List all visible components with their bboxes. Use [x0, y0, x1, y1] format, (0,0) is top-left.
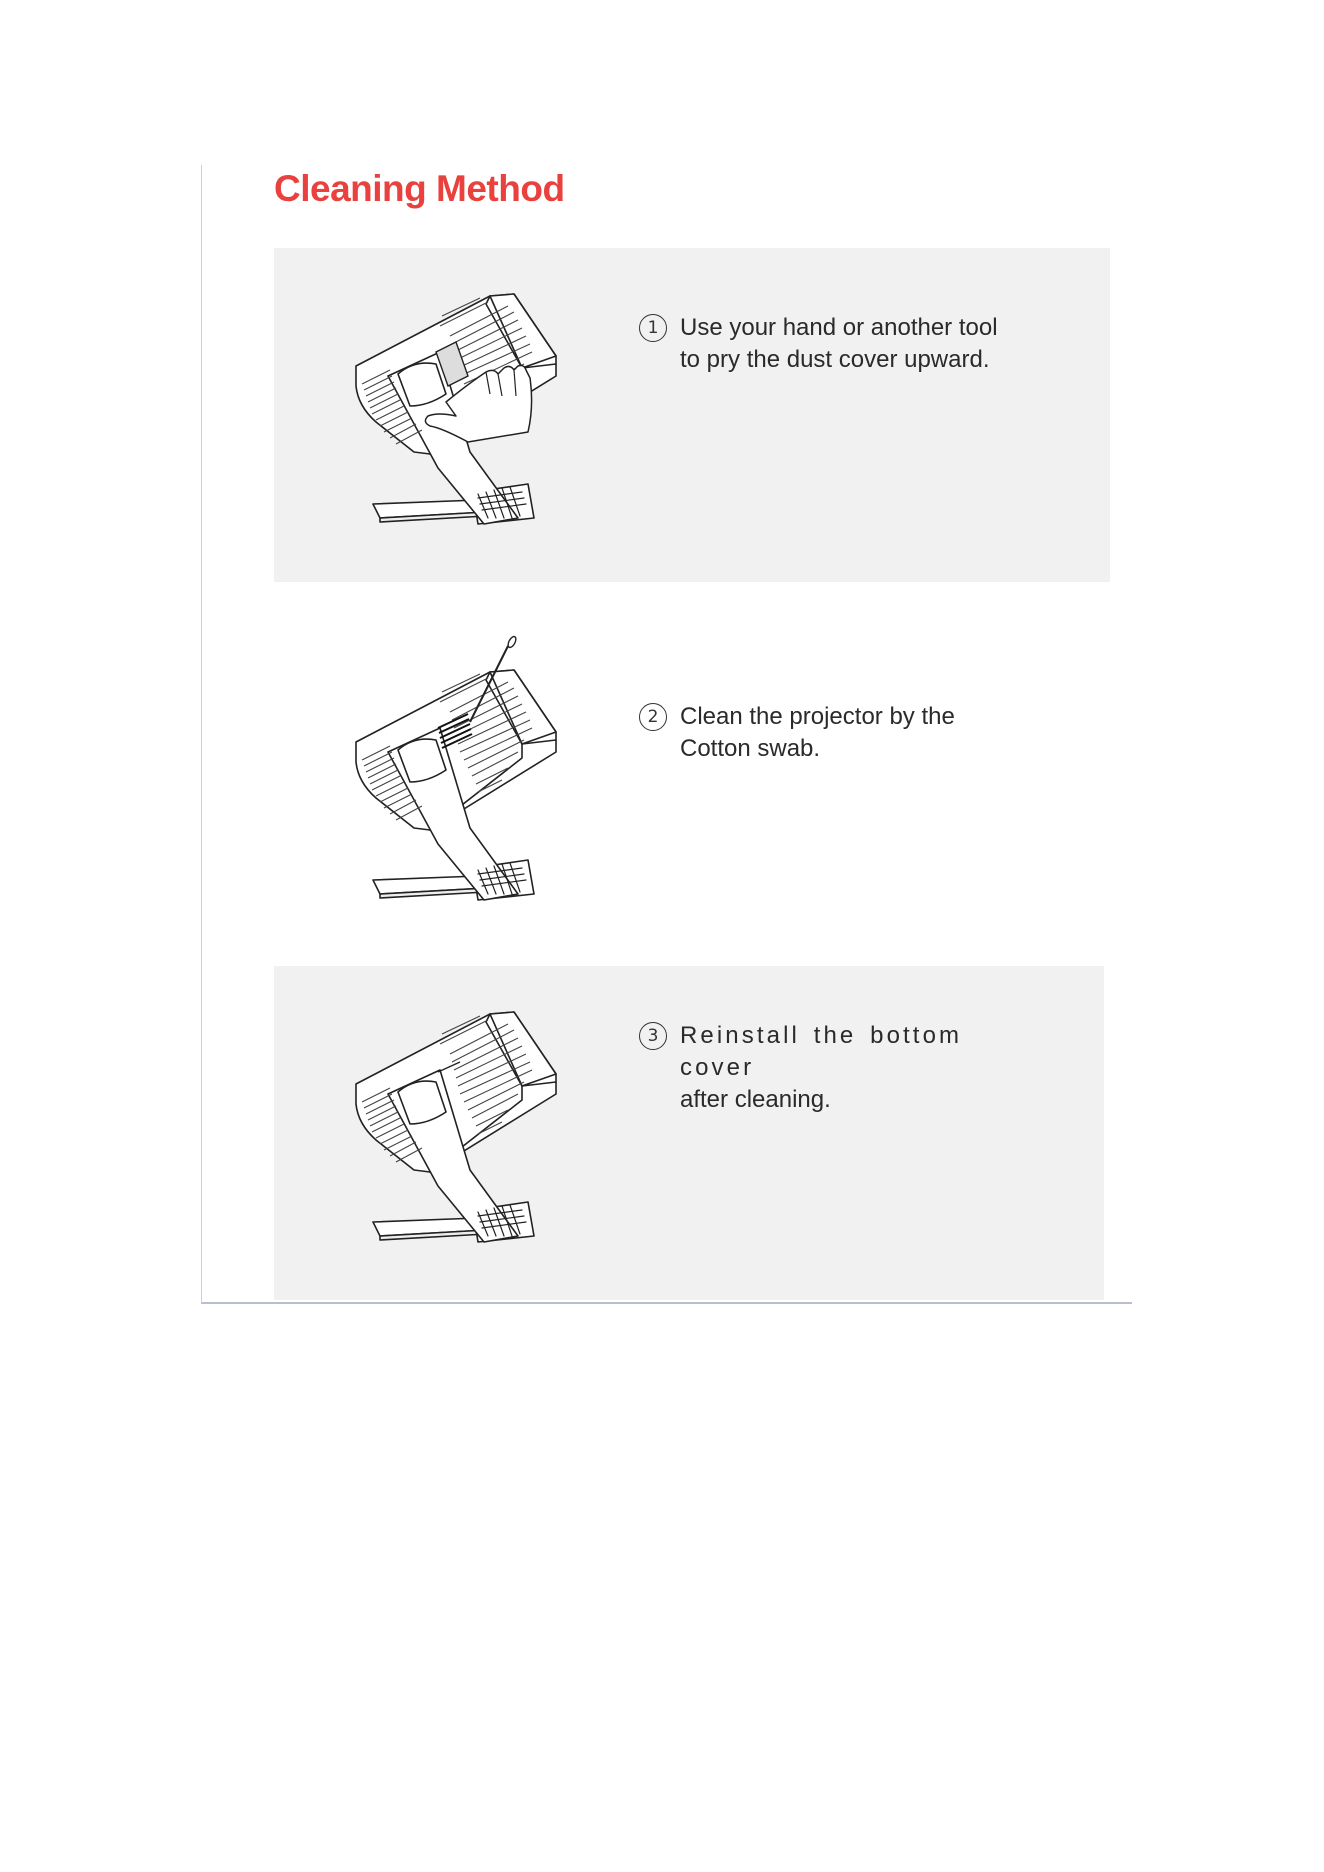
projector-hand-prying-cover-illustration: [318, 256, 578, 538]
step-2-line-1: Clean the projector by the: [680, 703, 955, 730]
step-2-line-2: Cotton swab.: [680, 735, 821, 762]
step-1-line-1: Use your hand or another tool: [680, 314, 998, 341]
step-2-panel: [274, 624, 1110, 944]
step-3-text: [680, 1020, 1040, 1116]
step-3: [639, 1020, 1040, 1116]
step-2-text: [680, 701, 1040, 765]
step-1-line-2: to pry the dust cover upward.: [680, 346, 990, 373]
step-3-line-1: Reinstall the bottom cover: [680, 1022, 963, 1081]
step-2-number: 2: [639, 703, 667, 731]
step-1: [639, 312, 1040, 376]
step-1-panel: [274, 248, 1110, 582]
step-3-number: 3: [639, 1022, 667, 1050]
projector-cover-reinstalled-illustration: [318, 974, 578, 1256]
step-3-line-2: after cleaning.: [680, 1086, 831, 1113]
step-1-number: 1: [639, 314, 667, 342]
page-title: Cleaning Method: [274, 168, 565, 209]
projector-cotton-swab-cleaning-illustration: [318, 632, 578, 914]
step-2: [639, 701, 1040, 765]
step-3-panel: [274, 966, 1104, 1300]
step-1-text: [680, 312, 1040, 376]
